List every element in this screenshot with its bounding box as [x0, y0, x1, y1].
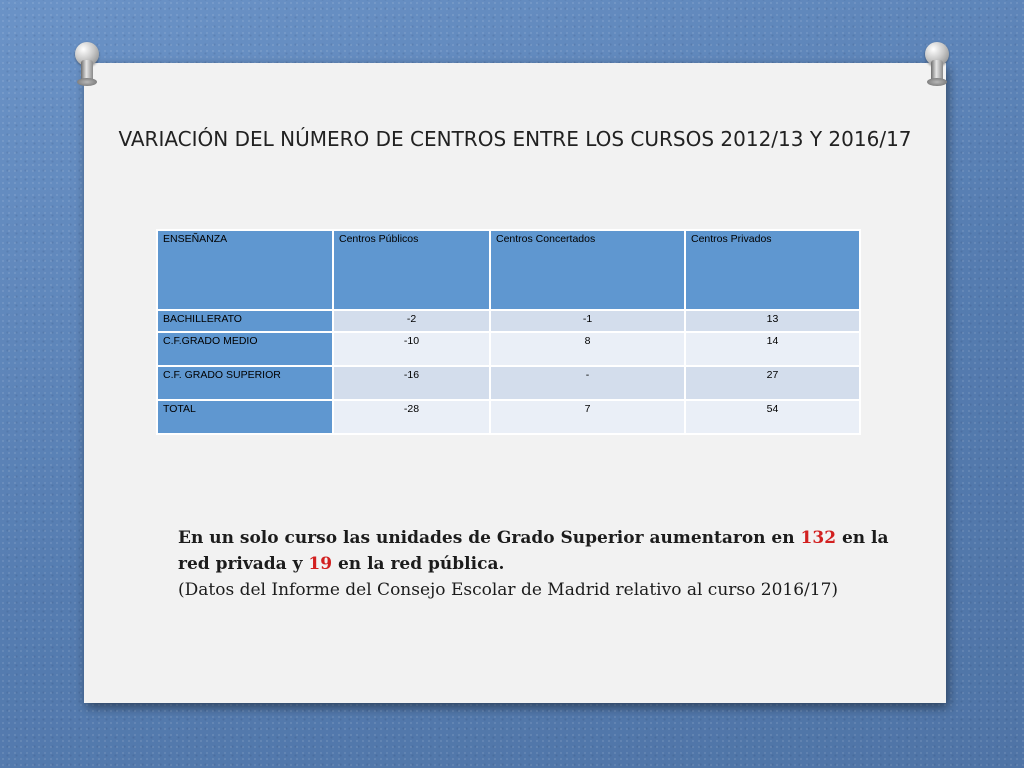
header-centros-privados: Centros Privados	[685, 230, 860, 310]
table-row	[157, 332, 860, 366]
table-row	[157, 366, 860, 400]
cell-concertados: -1	[490, 310, 685, 332]
pushpin-left-base	[77, 78, 97, 86]
pushpin-left-icon	[72, 42, 102, 86]
cell-privados: 14	[685, 332, 860, 366]
cell-concertados: 8	[490, 332, 685, 366]
table-header-row	[157, 230, 860, 310]
note-value-public: 19	[308, 554, 333, 574]
pushpin-right-base	[927, 78, 947, 86]
row-label: BACHILLERATO	[157, 310, 333, 332]
note-text-part3: en la red pública.	[332, 554, 505, 574]
centers-variation-table	[156, 229, 861, 435]
note-statement	[178, 528, 889, 574]
header-centros-publicos: Centros Públicos	[333, 230, 490, 310]
pushpin-right-icon	[922, 42, 952, 86]
cell-concertados: 7	[490, 400, 685, 434]
cell-privados: 54	[685, 400, 860, 434]
table-row	[157, 310, 860, 332]
row-label: C.F. GRADO SUPERIOR	[157, 366, 333, 400]
cell-concertados: -	[490, 366, 685, 400]
cell-publicos: -16	[333, 366, 490, 400]
row-label: C.F.GRADO MEDIO	[157, 332, 333, 366]
cell-privados: 27	[685, 366, 860, 400]
header-ensenanza: ENSEÑANZA	[157, 230, 333, 310]
cell-publicos: -10	[333, 332, 490, 366]
note-text-part1: En un solo curso las unidades de Grado Superior aumentaron en	[178, 528, 801, 548]
slide-card	[84, 63, 946, 703]
row-label: TOTAL	[157, 400, 333, 434]
summary-note	[178, 525, 918, 603]
note-text-part2: en la red privada y	[178, 528, 889, 574]
cell-privados: 13	[685, 310, 860, 332]
cell-publicos: -2	[333, 310, 490, 332]
note-value-private: 132	[800, 528, 837, 548]
header-centros-concertados: Centros Concertados	[490, 230, 685, 310]
note-source: (Datos del Informe del Consejo Escolar de Madrid relativo al curso 2016/17)	[178, 580, 839, 600]
slide-title: VARIACIÓN DEL NÚMERO DE CENTROS ENTRE LOS CURSOS 2012/13 Y 2016/17	[118, 127, 912, 151]
table-row	[157, 400, 860, 434]
cell-publicos: -28	[333, 400, 490, 434]
